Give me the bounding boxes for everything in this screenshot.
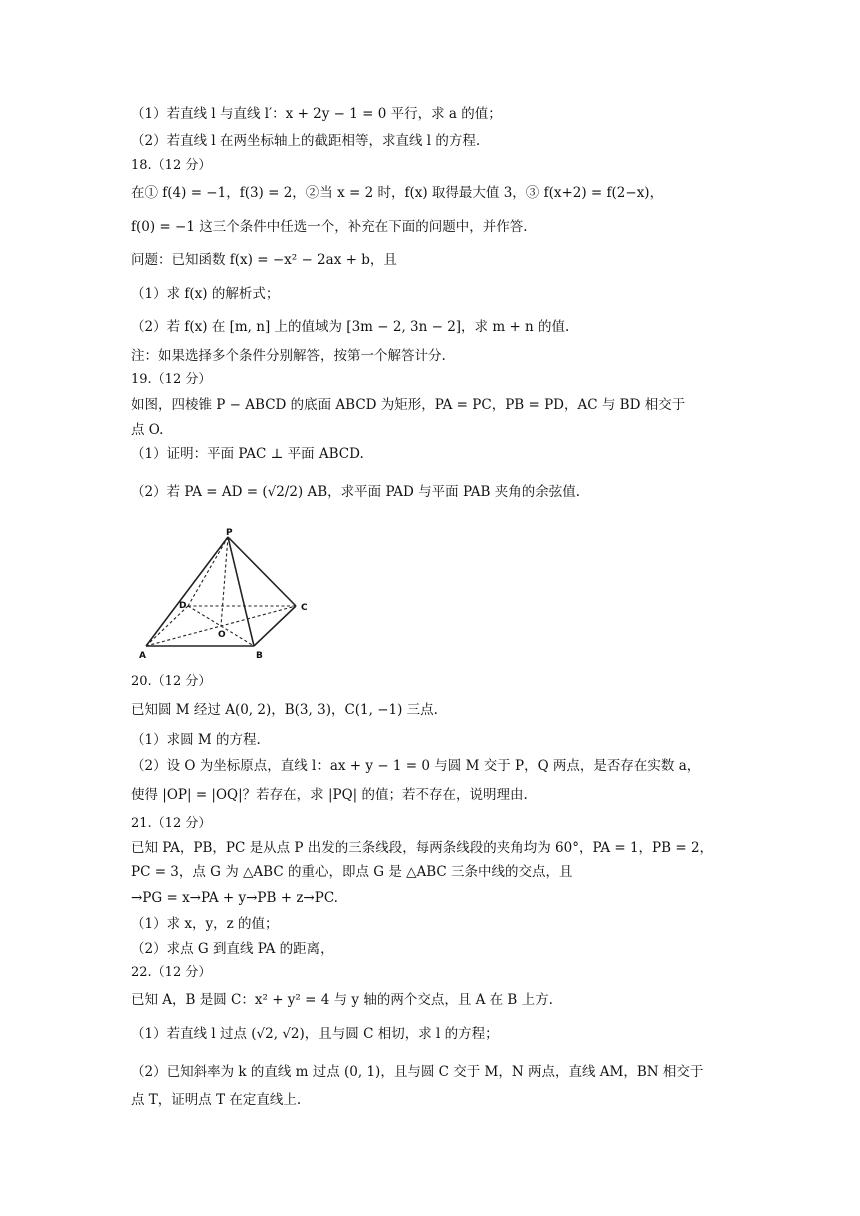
q18-note: 注：如果选择多个条件分别解答，按第一个解答计分.	[131, 348, 446, 364]
q22-stem: 已知 A，B 是圆 C：x² + y² = 4 与 y 轴的两个交点，且 A 在 B 上方.	[131, 992, 553, 1008]
label-A: A	[139, 651, 146, 660]
q18-conditions-line1: 在① f(4) = −1，f(3) = 2，②当 x = 2 时，f(x) 取得最大值 3，③ f(x+2) = f(2−x)，	[131, 185, 664, 201]
q19-stem-line1: 如图，四棱锥 P − ABCD 的底面 ABCD 为矩形，PA = PC，PB = PD，AC 与 BD 相交于	[131, 397, 686, 413]
label-O: O	[218, 630, 226, 640]
q20-part2-line1: （2）设 O 为坐标原点，直线 l：ax + y − 1 = 0 与圆 M 交于 P，Q 两点，是否存在实数 a，	[131, 758, 701, 774]
q18-header: 18.（12 分）	[131, 158, 212, 173]
q20-stem: 已知圆 M 经过 A(0, 2)，B(3, 3)，C(1, −1) 三点.	[131, 702, 438, 718]
q20-part2-line2: 使得 |OP| = |OQ|？若存在，求 |PQ| 的值；若不存在，说明理由.	[131, 787, 528, 803]
label-B: B	[256, 651, 263, 660]
q22-part2-line1: （2）已知斜率为 k 的直线 m 过点 (0, 1)，且与圆 C 交于 M，N 两点，直线 AM，BN 相交于	[131, 1064, 704, 1080]
q21-part2: （2）求点 G 到直线 PA 的距离，	[131, 941, 334, 957]
edge-PB	[228, 537, 254, 646]
q21-header: 21.（12 分）	[131, 816, 212, 831]
pyramid-figure	[136, 526, 326, 660]
edge-AD	[146, 606, 188, 646]
segment-PO	[221, 537, 228, 626]
q20-header: 20.（12 分）	[131, 674, 212, 689]
edge-PD	[188, 537, 228, 606]
q22-part1: （1）若直线 l 过点 (√2, √2)，且与圆 C 相切，求 l 的方程；	[131, 1026, 499, 1042]
q18-part1: （1）求 f(x) 的解析式；	[131, 286, 280, 302]
q21-part1: （1）求 x，y，z 的值；	[131, 916, 279, 932]
q18-conditions-line2: f(0) = −1 这三个条件中任选一个，补充在下面的问题中，并作答.	[131, 219, 528, 235]
q17-part2: （2）若直线 l 在两坐标轴上的截距相等，求直线 l 的方程.	[131, 133, 481, 149]
pyramid-diagram	[136, 526, 326, 660]
q19-stem-line2: 点 O.	[131, 422, 164, 438]
q21-stem-line2: PC = 3，点 G 为 △ABC 的重心，即点 G 是 △ABC 三条中线的交点，且	[131, 864, 573, 880]
label-C: C	[301, 603, 308, 613]
label-P: P	[226, 528, 233, 538]
q21-vector-equation: →PG = x→PA + y→PB + z→PC.	[131, 890, 338, 906]
label-D: D	[179, 601, 187, 611]
q20-part1: （1）求圆 M 的方程.	[131, 732, 261, 748]
q19-part1: （1）证明：平面 PAC ⊥ 平面 ABCD.	[131, 446, 364, 462]
q18-problem: 问题：已知函数 f(x) = −x² − 2ax + b，且	[131, 252, 397, 268]
q19-header: 19.（12 分）	[131, 372, 212, 387]
q18-part2: （2）若 f(x) 在 [m, n] 上的值域为 [3m − 2, 3n − 2]，求 m + n 的值.	[131, 319, 570, 335]
edge-PC	[228, 537, 296, 606]
q17-part1: （1）若直线 l 与直线 l′：x + 2y − 1 = 0 平行，求 a 的值；	[131, 106, 502, 122]
q19-part2: （2）若 PA = AD = (√2/2) AB，求平面 PAD 与平面 PAB 夹角的余弦值.	[131, 484, 581, 500]
q22-part2-line2: 点 T，证明点 T 在定直线上.	[131, 1092, 302, 1108]
q21-stem-line1: 已知 PA，PB，PC 是从点 P 出发的三条线段，每两条线段的夹角均为 60°，PA = 1，PB = 2，	[131, 840, 714, 856]
q22-header: 22.（12 分）	[131, 965, 212, 980]
edge-PA	[146, 537, 228, 646]
